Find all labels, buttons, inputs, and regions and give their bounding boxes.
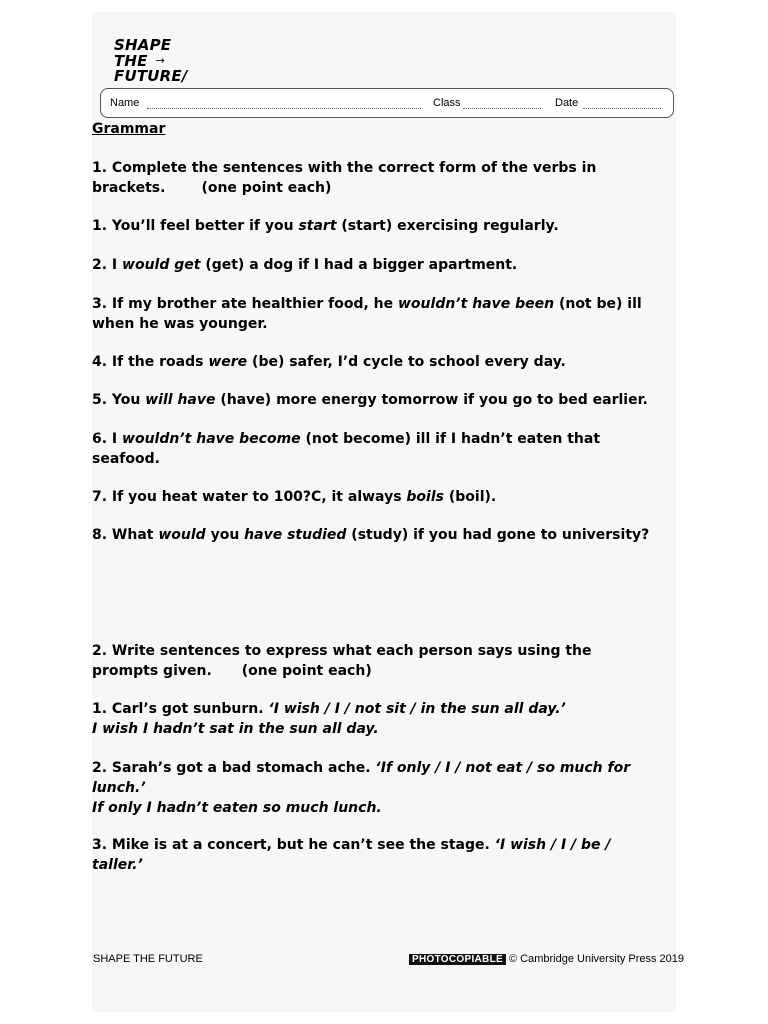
logo-line-3: FUTURE/ — [114, 67, 188, 85]
list-item: 5. You will have (have) more energy tomorrow if you go to bed earlier. — [92, 392, 648, 408]
list-item: 3. If my brother ate healthier food, he wouldn’t have been (not be) ill when he was younger. — [92, 296, 642, 332]
class-label: Class — [433, 97, 461, 109]
class-field[interactable] — [463, 108, 541, 109]
name-class-date-box — [100, 88, 674, 118]
shape-the-future-logo — [114, 38, 188, 84]
list-item: 1. You’ll feel better if you start (start) exercising regularly. — [92, 218, 559, 234]
list-item: 8. What would you have studied (study) if you had gone to university? — [92, 527, 650, 543]
section2-instruction: 2. Write sentences to express what each person says using the prompts given. (one point each) — [92, 643, 592, 679]
list-item: 4. If the roads were (be) safer, I’d cycle to school every day. — [92, 354, 566, 370]
date-label: Date — [555, 97, 579, 109]
list-item: 1. Carl’s got sunburn. ‘I wish / I / not sit / in the sun all day.’ I wish I hadn’t sat in the sun all day. — [92, 701, 566, 737]
list-item: 2. I would get (get) a dog if I had a bigger apartment. — [92, 257, 518, 273]
answer-text: If only I hadn’t eaten so much lunch. — [92, 800, 382, 816]
footer-brand: SHAPE THE FUTURE — [93, 953, 203, 965]
list-item: 7. If you heat water to 100?C, it always boils (boil). — [92, 489, 497, 505]
list-item: 2. Sarah’s got a bad stomach ache. ‘If only / I / not eat / so much for lunch.’ If only I hadn’t eaten so much lunch. — [92, 760, 631, 816]
name-field[interactable] — [147, 108, 421, 109]
list-item: 6. I wouldn’t have become (not become) ill if I hadn’t eaten that seafood. — [92, 431, 601, 467]
arrow-icon: → — [155, 54, 166, 67]
answer-text: I wish I hadn’t sat in the sun all day. — [92, 721, 379, 737]
photocopiable-badge: PHOTOCOPIABLE — [409, 954, 506, 965]
footer-copyright: PHOTOCOPIABLE © Cambridge University Press 2019 — [409, 953, 684, 965]
grammar-heading: Grammar — [92, 121, 166, 137]
logo-line-2: THE — [114, 52, 148, 70]
logo-line-1: SHAPE — [114, 36, 172, 54]
date-field[interactable] — [583, 108, 661, 109]
name-label: Name — [110, 97, 140, 109]
list-item: 3. Mike is at a concert, but he can’t see the stage. ‘I wish / I / be / taller.’ — [92, 837, 611, 873]
section1-instruction: 1. Complete the sentences with the correct form of the verbs in brackets. (one point each) — [92, 160, 597, 196]
